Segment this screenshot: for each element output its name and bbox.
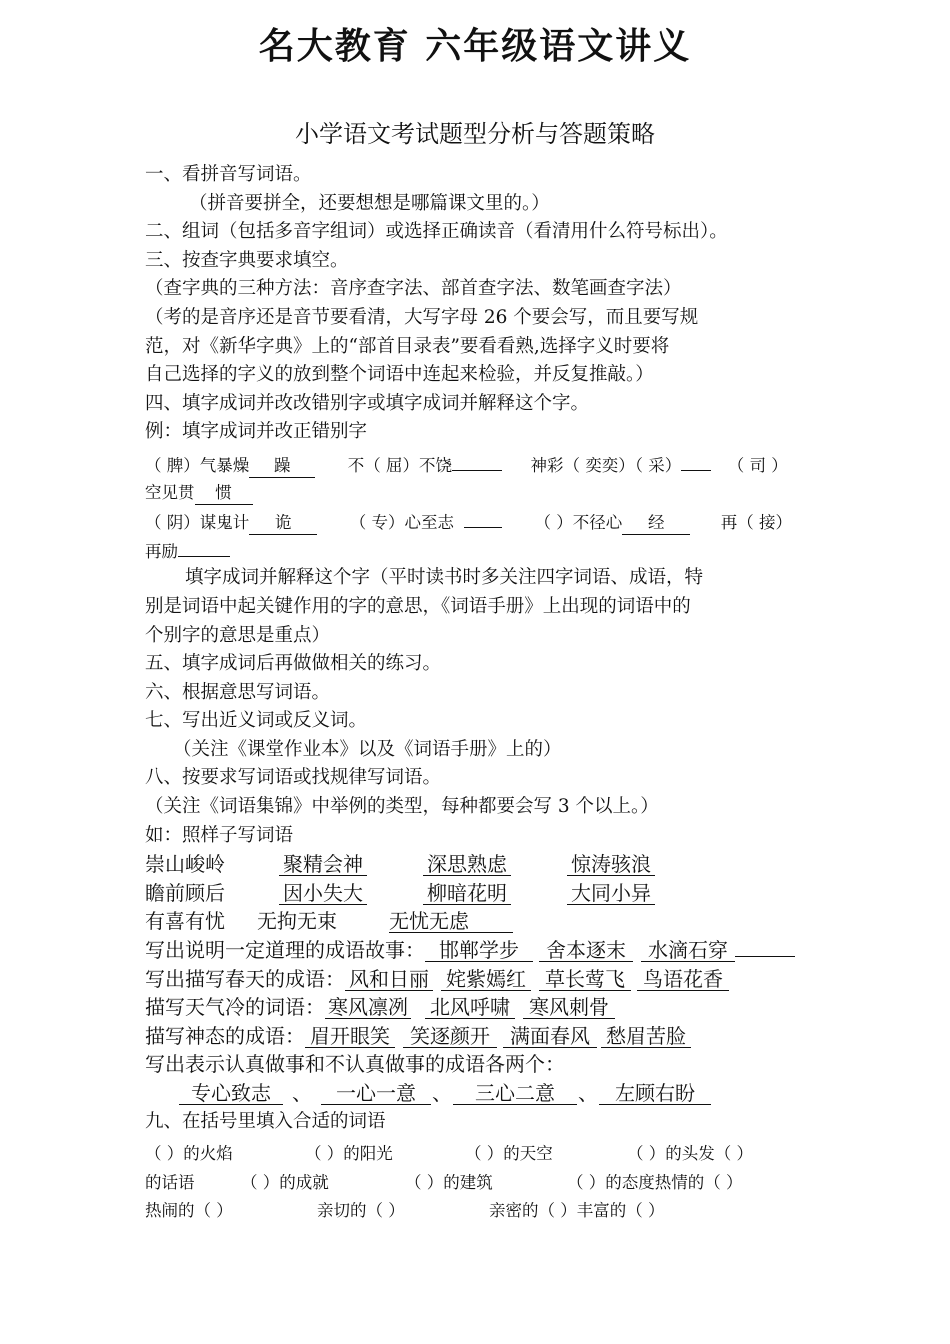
idiom-row: [145, 1022, 815, 1051]
section-3-note: 自己选择的字义的放到整个词语中连起来检验，并反复推敲。）: [145, 364, 654, 386]
header-title: 名大教育 六年级语文讲义: [258, 26, 692, 67]
section-9-heading: 九、在括号里填入合适的词语: [145, 1110, 386, 1132]
section-8-prompt: 写出表示认真做事和不认真做事的成语各两个：: [145, 1052, 565, 1077]
exercise-item: 神彩（ 奕奕）（ 采）: [530, 455, 682, 475]
fill-item: （ ）的火焰: [145, 1144, 233, 1164]
exercise-row: [145, 450, 815, 479]
section-1-heading: 一、看拼音写词语。: [145, 164, 312, 185]
exercise-row: [145, 479, 815, 508]
idiom-answer: 鸟语花香: [637, 968, 729, 991]
idiom-label: 描写神态的成语：: [145, 1023, 305, 1048]
word-answer: 大同小异: [567, 882, 655, 905]
fill-item: 的话语: [145, 1172, 195, 1192]
fill-item: （ ）的态度热情的（ ）: [567, 1172, 743, 1192]
idiom-row: [145, 993, 815, 1022]
fill-item: 亲密的（ ）丰富的（ ）: [489, 1201, 665, 1221]
word-group-row: [145, 879, 815, 908]
section-4-paragraph: 个别字的意思是重点）: [145, 624, 331, 646]
answer-blank: [735, 936, 795, 957]
answer-blank: 诡: [249, 512, 317, 535]
section-3-note: （考的是音序还是音节要看清，大写字母 26 个要会写，而且要写规: [145, 306, 699, 328]
section-7-heading: 七、写出近义词或反义词。: [145, 710, 368, 732]
section-3-note: （查字典的三种方法：音序查字法、部首查字法、数笔画查字法）: [145, 278, 682, 300]
page-subtitle: 小学语文考试题型分析与答题策略: [295, 120, 655, 148]
exercise-item: 再（ 接）: [720, 513, 792, 533]
word-answer: 惊涛骇浪: [567, 853, 655, 876]
fill-item: （ ）的阳光: [305, 1144, 393, 1164]
section-4-paragraph: 别是词语中起关键作用的字的意思，《词语手册》上出现的词语中的: [145, 595, 691, 617]
exercise-item: 空见贯: [145, 482, 195, 502]
idiom-answer: 眉开眼笑: [305, 1025, 395, 1048]
word-answer: 因小失大: [279, 882, 367, 905]
exercise-item: （ 阴）谋鬼计: [145, 513, 250, 533]
word-answer: 聚精会神: [279, 853, 367, 876]
section-3-note: 范，对《新华字典》上的“部首目录表”要看看熟,选择字义时要将: [145, 335, 670, 357]
word-example: 有喜有忧: [145, 909, 225, 934]
answer-blank: [464, 507, 502, 528]
idiom-answer: 水滴石穿: [641, 939, 735, 962]
answer-blank: [681, 450, 711, 471]
idiom-row: [145, 965, 815, 994]
idiom-answer: 风和日丽: [345, 968, 433, 991]
word-answer: 柳暗花明: [423, 882, 511, 905]
fill-item: （ ）的成就: [241, 1172, 329, 1192]
word-answer: 深思熟虑: [423, 853, 511, 876]
idiom-row: [145, 936, 815, 965]
section-3-heading: 三、按查字典要求填空。: [145, 249, 349, 271]
word-answer: 无忧无虑: [389, 910, 513, 933]
word-group-row: [145, 907, 815, 936]
word-example: 瞻前顾后: [145, 880, 225, 905]
word-example: 崇山峻岭: [145, 852, 225, 877]
idiom-label: 写出说明一定道理的成语故事：: [145, 938, 425, 963]
fill-row: [145, 1140, 815, 1169]
word-answer: 无拘无束: [257, 909, 337, 934]
section-7-note: （关注《课堂作业本》以及《词语手册》上的）: [173, 738, 562, 760]
answer-blank: 躁: [249, 455, 315, 478]
idiom-answer: 舍本逐末: [539, 939, 633, 962]
fill-item: 热闹的（ ）: [145, 1201, 233, 1221]
fill-item: （ ）的建筑: [405, 1172, 493, 1192]
idiom-answer: 姹紫嫣红: [441, 968, 531, 991]
answer-blank: [452, 450, 502, 471]
section-4-paragraph: 填字成词并解释这个字（平时读书时多关注四字词语、成语，特: [185, 567, 704, 589]
idiom-answer: 三心二意: [453, 1082, 577, 1105]
worksheet-body: [145, 161, 815, 1226]
idiom-answer: 笑逐颜开: [403, 1025, 497, 1048]
exercise-row: [145, 536, 815, 565]
idiom-label: 描写天气冷的词语：: [145, 995, 325, 1020]
section-4-example: 例：填字成词并改正错别字: [145, 421, 368, 443]
fill-row: [145, 1169, 815, 1198]
idiom-answer: 草长莺飞: [539, 968, 631, 991]
answer-blank: 惯: [195, 482, 253, 505]
idiom-row: [145, 1079, 815, 1108]
exercise-item: （ 司 ）: [727, 455, 788, 475]
exercise-item: （ ）不径心: [534, 513, 623, 533]
idiom-answer: 愁眉苦脸: [601, 1025, 691, 1048]
idiom-answer: 左顾右盼: [599, 1082, 711, 1105]
idiom-label: 写出描写春天的成语：: [145, 966, 345, 991]
answer-blank: 经: [622, 512, 690, 535]
section-2-heading: 二、组词（包括多音字组词）或选择正确读音（看清用什么符号标出）。: [145, 221, 728, 243]
idiom-answer: 寒风刺骨: [523, 996, 615, 1019]
word-group-row: [145, 850, 815, 879]
idiom-answer: 专心致志: [179, 1082, 283, 1105]
idiom-answer: 邯郸学步: [425, 939, 533, 962]
section-5-heading: 五、填字成词后再做做相关的练习。: [145, 653, 442, 675]
separator: 、: [292, 1081, 312, 1105]
separator: 、: [578, 1081, 598, 1105]
section-8-example: 如：照样子写词语: [145, 824, 294, 846]
section-8-note: （关注《词语集锦》中举例的类型，每种都要会写 3 个以上。）: [145, 796, 659, 818]
exercise-item: （ 专）心至志: [349, 513, 454, 533]
exercise-item: 不（ 屈）不饶: [347, 455, 452, 475]
exercise-row: [145, 507, 815, 536]
exercise-item: 再励: [145, 541, 178, 561]
section-6-heading: 六、根据意思写词语。: [145, 681, 331, 703]
answer-blank: [178, 536, 230, 557]
fill-item: （ ）的头发（ ）: [627, 1144, 753, 1164]
idiom-answer: 一心一意: [321, 1082, 431, 1105]
fill-item: （ ）的天空: [465, 1144, 553, 1164]
fill-item: 亲切的（ ）: [317, 1201, 405, 1221]
separator: 、: [432, 1081, 452, 1105]
section-4-heading: 四、填字成词并改改错别字或填字成词并解释这个字。: [145, 392, 590, 414]
section-8-heading: 八、按要求写词语或找规律写词语。: [145, 767, 442, 789]
idiom-answer: 满面春风: [503, 1025, 597, 1048]
exercise-item: （ 脾）气暴燥: [145, 455, 250, 475]
idiom-answer: 北风呼啸: [425, 996, 515, 1019]
section-1-note: （拼音要拼全，还要想想是哪篇课文里的。）: [189, 192, 550, 214]
idiom-answer: 寒风凛冽: [325, 996, 411, 1019]
fill-row: [145, 1197, 815, 1226]
